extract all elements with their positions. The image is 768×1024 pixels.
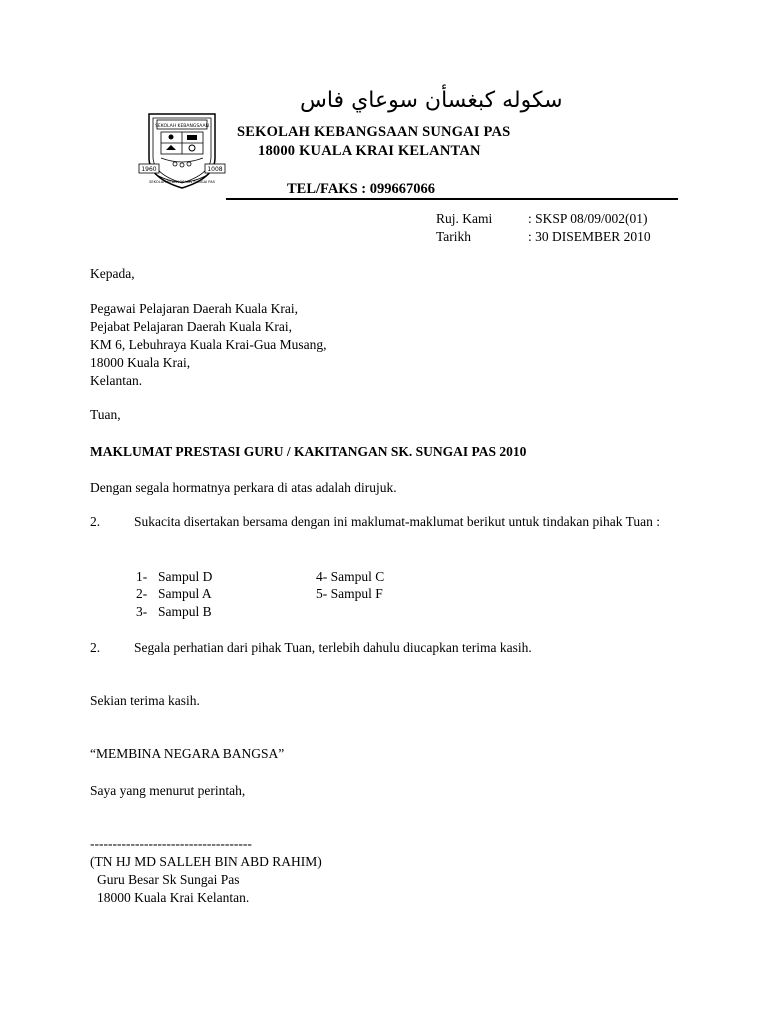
recipient-line: Kelantan. bbox=[90, 373, 143, 388]
greeting: Tuan, bbox=[90, 407, 121, 422]
date-row bbox=[436, 228, 651, 245]
school-crest-logo bbox=[137, 106, 227, 192]
date-label: Tarikh bbox=[436, 229, 472, 244]
recipient-salutation: Kepada, bbox=[90, 266, 135, 281]
paragraph-thanks bbox=[90, 639, 532, 656]
paragraph-intro: Dengan segala hormatnya perkara di atas adalah dirujuk. bbox=[90, 480, 397, 495]
motto: “MEMBINA NEGARA BANGSA” bbox=[90, 746, 285, 761]
paragraph-enclosure bbox=[90, 513, 677, 530]
paragraph-text: Segala perhatian dari pihak Tuan, terlebih dahulu diucapkan terima kasih. bbox=[134, 640, 532, 655]
reference-label: Ruj. Kami bbox=[436, 211, 493, 226]
signatory-address: 18000 Kuala Krai Kelantan. bbox=[97, 890, 250, 905]
reference-row bbox=[436, 210, 648, 227]
recipient-line: KM 6, Lebuhraya Kuala Krai-Gua Musang, bbox=[90, 337, 327, 352]
closing-text: Sekian terima kasih. bbox=[90, 693, 200, 708]
school-name-jawi: سكوله كبغسأن سوعاي فاس bbox=[300, 88, 563, 113]
enclosure-item: 2- Sampul A bbox=[136, 586, 212, 601]
svg-text:1960: 1960 bbox=[141, 166, 157, 173]
svg-text:SEKOLAH KEBANGSAAN SUNGAI PAS: SEKOLAH KEBANGSAAN SUNGAI PAS bbox=[149, 180, 215, 184]
date-value: : 30 DISEMBER 2010 bbox=[528, 229, 651, 244]
paragraph-number: 2. bbox=[90, 640, 101, 655]
enclosure-item: 3- Sampul B bbox=[136, 604, 212, 619]
enclosure-item: 5- Sampul F bbox=[316, 586, 383, 601]
reference-value: : SKSP 08/09/002(01) bbox=[528, 211, 648, 226]
school-address: 18000 KUALA KRAI KELANTAN bbox=[258, 143, 481, 159]
school-name: SEKOLAH KEBANGSAAN SUNGAI PAS bbox=[237, 124, 511, 140]
signature-line: ------------------------------------ bbox=[90, 836, 252, 851]
paragraph-text: Sukacita disertakan bersama dengan ini maklumat-maklumat berikut untuk tindakan pihak Tuan : bbox=[134, 514, 661, 529]
svg-text:1008: 1008 bbox=[207, 166, 223, 173]
enclosure-item: 1- Sampul D bbox=[136, 569, 213, 584]
enclosure-item: 4- Sampul C bbox=[316, 569, 385, 584]
recipient-line: Pejabat Pelajaran Daerah Kuala Krai, bbox=[90, 319, 293, 334]
recipient-line: 18000 Kuala Krai, bbox=[90, 355, 191, 370]
letter-subject: MAKLUMAT PRESTASI GURU / KAKITANGAN SK. SUNGAI PAS 2010 bbox=[90, 444, 527, 459]
header-divider bbox=[226, 198, 678, 200]
svg-text:SEKOLAH KEBANGSAAN: SEKOLAH KEBANGSAAN bbox=[155, 124, 209, 129]
school-telephone: TEL/FAKS : 099667066 bbox=[287, 181, 435, 197]
paragraph-number: 2. bbox=[90, 514, 101, 529]
signatory-title: Guru Besar Sk Sungai Pas bbox=[97, 872, 240, 887]
sign-off: Saya yang menurut perintah, bbox=[90, 783, 246, 798]
recipient-line: Pegawai Pelajaran Daerah Kuala Krai, bbox=[90, 301, 299, 316]
signatory-name: (TN HJ MD SALLEH BIN ABD RAHIM) bbox=[90, 854, 322, 869]
